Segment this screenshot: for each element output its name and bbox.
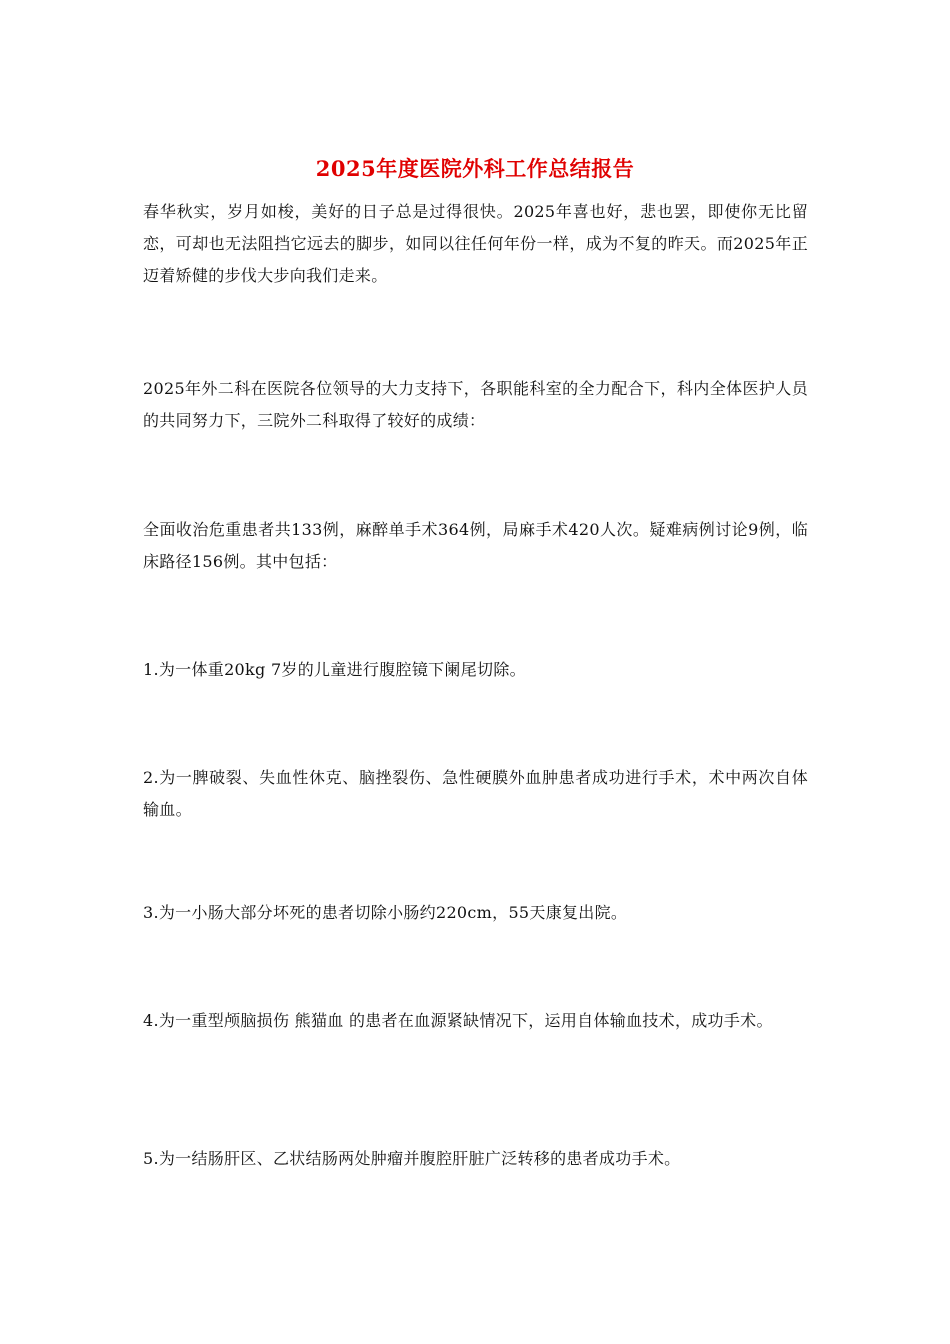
document-title: 2025年度医院外科工作总结报告 [315,156,635,181]
paragraph-intro: 春华秋实，岁月如梭，美好的日子总是过得很快。2025年喜也好，悲也罢，即使你无比留恋，可却也无法阻挡它远去的脚步，如同以往任何年份一样，成为不复的昨天。而2025年正迈着矫健的步伐大步向我们走来。 [143,202,808,285]
paragraph-statistics: 全面收治危重患者共133例，麻醉单手术364例，局麻手术420人次。疑难病例讨论9例，临床路径156例。其中包括： [143,520,808,571]
list-item-1: 1.为一体重20kg 7岁的儿童进行腹腔镜下阑尾切除。 [143,660,526,679]
list-item-2: 2.为一脾破裂、失血性休克、脑挫裂伤、急性硬膜外血肿患者成功进行手术，术中两次自体输血。 [143,768,808,819]
list-item-5: 5.为一结肠肝区、乙状结肠两处肿瘤并腹腔肝脏广泛转移的患者成功手术。 [143,1149,681,1168]
paragraph-department-summary: 2025年外二科在医院各位领导的大力支持下，各职能科室的全力配合下，科内全体医护人员的共同努力下，三院外二科取得了较好的成绩： [143,379,808,430]
list-item-3: 3.为一小肠大部分坏死的患者切除小肠约220cm，55天康复出院。 [143,903,628,922]
list-item-4: 4.为一重型颅脑损伤 熊猫血 的患者在血源紧缺情况下，运用自体输血技术，成功手术。 [143,1011,773,1030]
